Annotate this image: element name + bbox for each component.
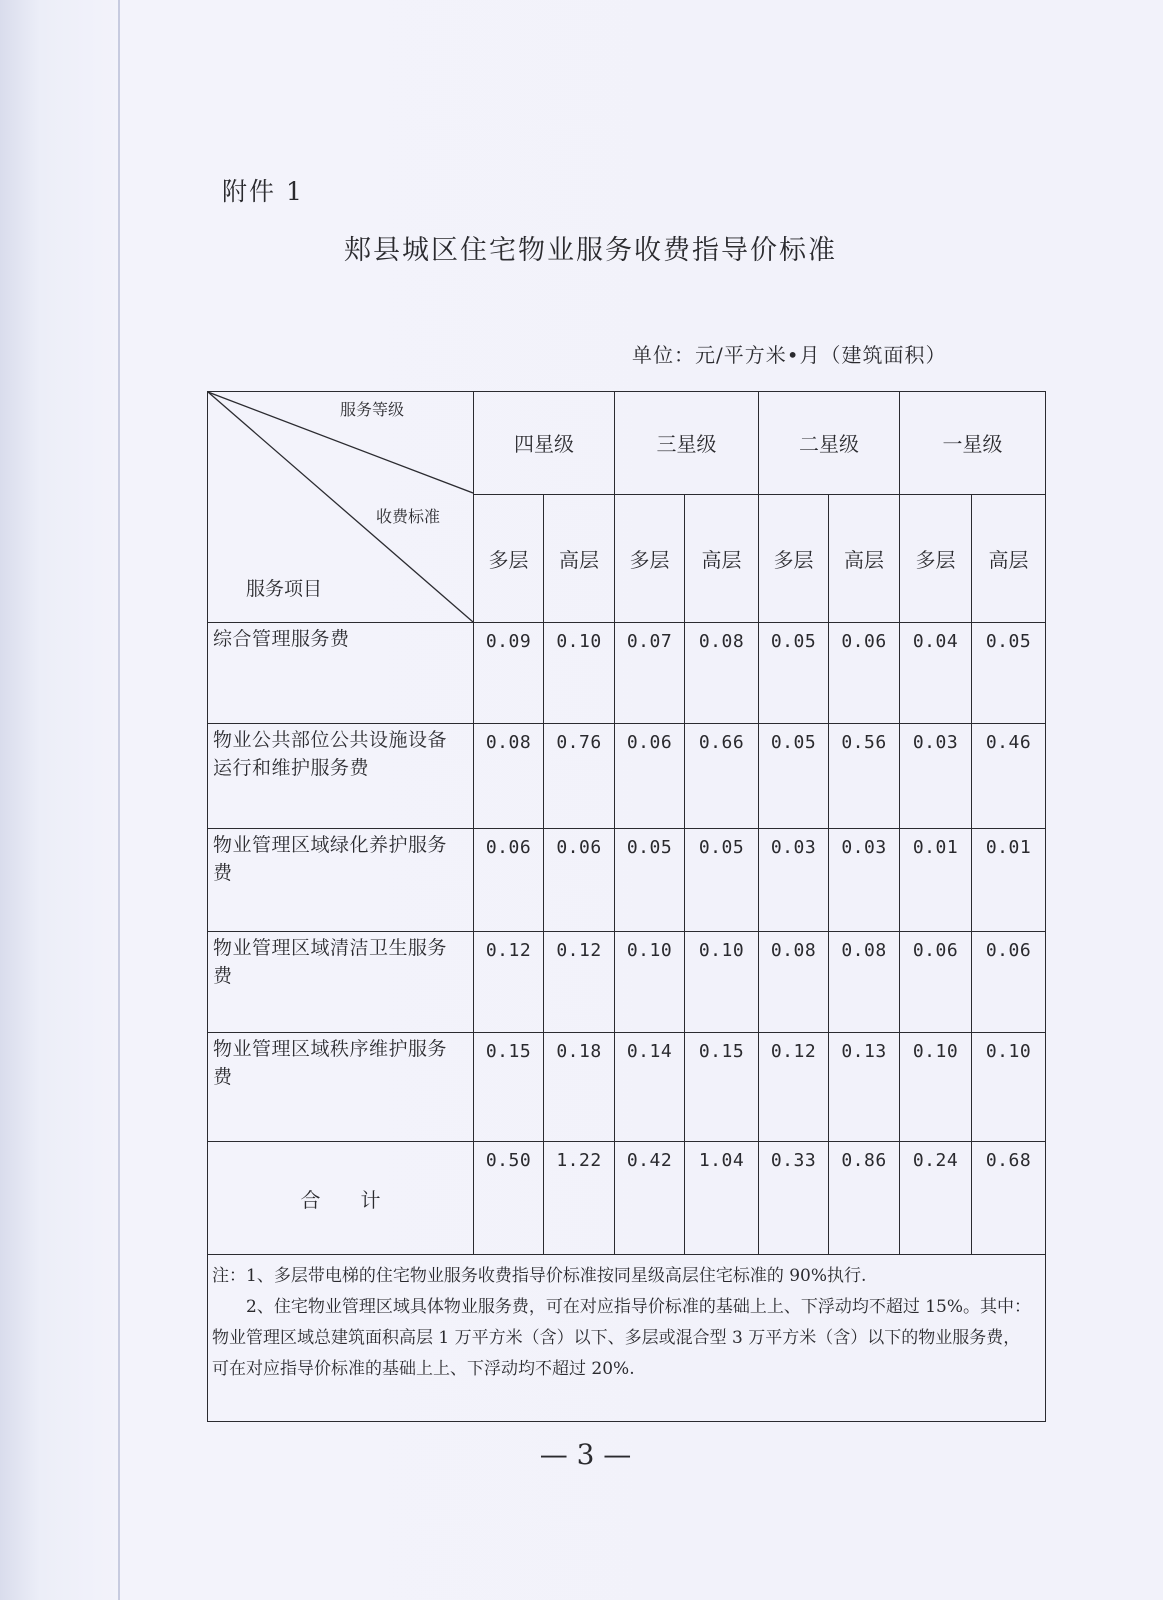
building-type-header: 高层 [829, 494, 900, 622]
fee-value-cell: 0.03 [759, 829, 829, 932]
total-label: 合计 [208, 1142, 474, 1255]
fee-value-cell: 0.12 [474, 932, 544, 1033]
fee-value-cell: 0.08 [759, 932, 829, 1033]
fee-value-cell: 0.76 [544, 724, 615, 829]
total-value-cell: 0.86 [829, 1142, 900, 1255]
building-type-header: 高层 [972, 494, 1046, 622]
total-value-cell: 0.24 [900, 1142, 972, 1255]
service-item-cell: 物业管理区域绿化养护服务费 [208, 829, 474, 932]
service-item-cell: 物业管理区域清洁卫生服务费 [208, 932, 474, 1033]
total-value-cell: 0.50 [474, 1142, 544, 1255]
building-type-header: 高层 [544, 494, 615, 622]
note-2: 2、住宅物业管理区域具体物业服务费，可在对应指导价标准的基础上上、下浮动均不超过 15%。其中：物业管理区域总建筑面积高层 1 万平方米（含）以下、多层或混合型 3 万平方米（含）以下的物业服务费，可在对应指导价标准的基础上上、下浮动均不超过 20%. [212, 1297, 1032, 1379]
unit-note: 单位：元/平方米•月（建筑面积） [632, 343, 947, 367]
note-1: 注：1、多层带电梯的住宅物业服务收费指导价标准按同星级高层住宅标准的 90%执行. [212, 1266, 867, 1286]
fee-value-cell: 0.10 [615, 932, 685, 1033]
total-value-cell: 1.04 [685, 1142, 759, 1255]
document-title: 郏县城区住宅物业服务收费指导价标准 [344, 235, 837, 266]
fee-value-cell: 0.10 [972, 1033, 1046, 1142]
fee-value-cell: 0.01 [900, 829, 972, 932]
building-type-header: 多层 [615, 494, 685, 622]
corner-standard-label: 收费标准 [376, 507, 441, 526]
corner-grade-label: 服务等级 [340, 400, 405, 419]
total-value-cell: 0.33 [759, 1142, 829, 1255]
fee-value-cell: 0.01 [972, 829, 1046, 932]
page-number: — 3 — [539, 1438, 632, 1471]
fee-value-cell: 0.04 [900, 623, 972, 724]
notes-cell [208, 1255, 1046, 1422]
fee-value-cell: 0.15 [685, 1033, 759, 1142]
fee-value-cell: 0.10 [544, 623, 615, 724]
building-type-header: 高层 [685, 494, 759, 622]
fee-value-cell: 0.08 [474, 724, 544, 829]
grade-header: 四星级 [474, 392, 615, 495]
fee-value-cell: 0.14 [615, 1033, 685, 1142]
table-row [208, 932, 1046, 1033]
building-type-header: 多层 [474, 494, 544, 622]
fee-value-cell: 0.18 [544, 1033, 615, 1142]
fee-value-cell: 0.12 [759, 1033, 829, 1142]
fee-value-cell: 0.15 [474, 1033, 544, 1142]
fee-value-cell: 0.05 [615, 829, 685, 932]
total-value-cell: 0.42 [615, 1142, 685, 1255]
fee-value-cell: 0.08 [829, 932, 900, 1033]
fee-standard-table [207, 391, 1046, 1422]
grade-header: 二星级 [759, 392, 900, 495]
fee-value-cell: 0.05 [972, 623, 1046, 724]
fee-value-cell: 0.06 [900, 932, 972, 1033]
fee-value-cell: 0.06 [615, 724, 685, 829]
fee-value-cell: 0.06 [972, 932, 1046, 1033]
fee-value-cell: 0.12 [544, 932, 615, 1033]
total-value-cell: 0.68 [972, 1142, 1046, 1255]
service-item-cell: 综合管理服务费 [208, 623, 474, 724]
fee-value-cell: 0.05 [759, 724, 829, 829]
table-corner-cell [208, 392, 474, 623]
fee-value-cell: 0.10 [900, 1033, 972, 1142]
fee-value-cell: 0.05 [685, 829, 759, 932]
attachment-label: 附件 1 [222, 177, 304, 206]
table-row [208, 829, 1046, 932]
grade-header: 一星级 [900, 392, 1046, 495]
fee-value-cell: 0.06 [829, 623, 900, 724]
fee-value-cell: 0.09 [474, 623, 544, 724]
fee-value-cell: 0.56 [829, 724, 900, 829]
table-row [208, 623, 1046, 724]
total-row [208, 1142, 1046, 1255]
service-item-cell: 物业管理区域秩序维护服务费 [208, 1033, 474, 1142]
fee-value-cell: 0.66 [685, 724, 759, 829]
fee-value-cell: 0.13 [829, 1033, 900, 1142]
corner-item-label: 服务项目 [246, 578, 323, 600]
service-item-cell: 物业公共部位公共设施设备运行和维护服务费 [208, 724, 474, 829]
fee-value-cell: 0.06 [474, 829, 544, 932]
fee-value-cell: 0.03 [900, 724, 972, 829]
total-value-cell: 1.22 [544, 1142, 615, 1255]
fee-value-cell: 0.06 [544, 829, 615, 932]
building-type-header: 多层 [900, 494, 972, 622]
table-row [208, 1033, 1046, 1142]
fee-value-cell: 0.46 [972, 724, 1046, 829]
fee-value-cell: 0.05 [759, 623, 829, 724]
fee-value-cell: 0.07 [615, 623, 685, 724]
fee-value-cell: 0.08 [685, 623, 759, 724]
grade-header: 三星级 [615, 392, 759, 495]
fee-value-cell: 0.03 [829, 829, 900, 932]
table-row [208, 724, 1046, 829]
building-type-header: 多层 [759, 494, 829, 622]
notes-row [208, 1255, 1046, 1422]
fee-value-cell: 0.10 [685, 932, 759, 1033]
